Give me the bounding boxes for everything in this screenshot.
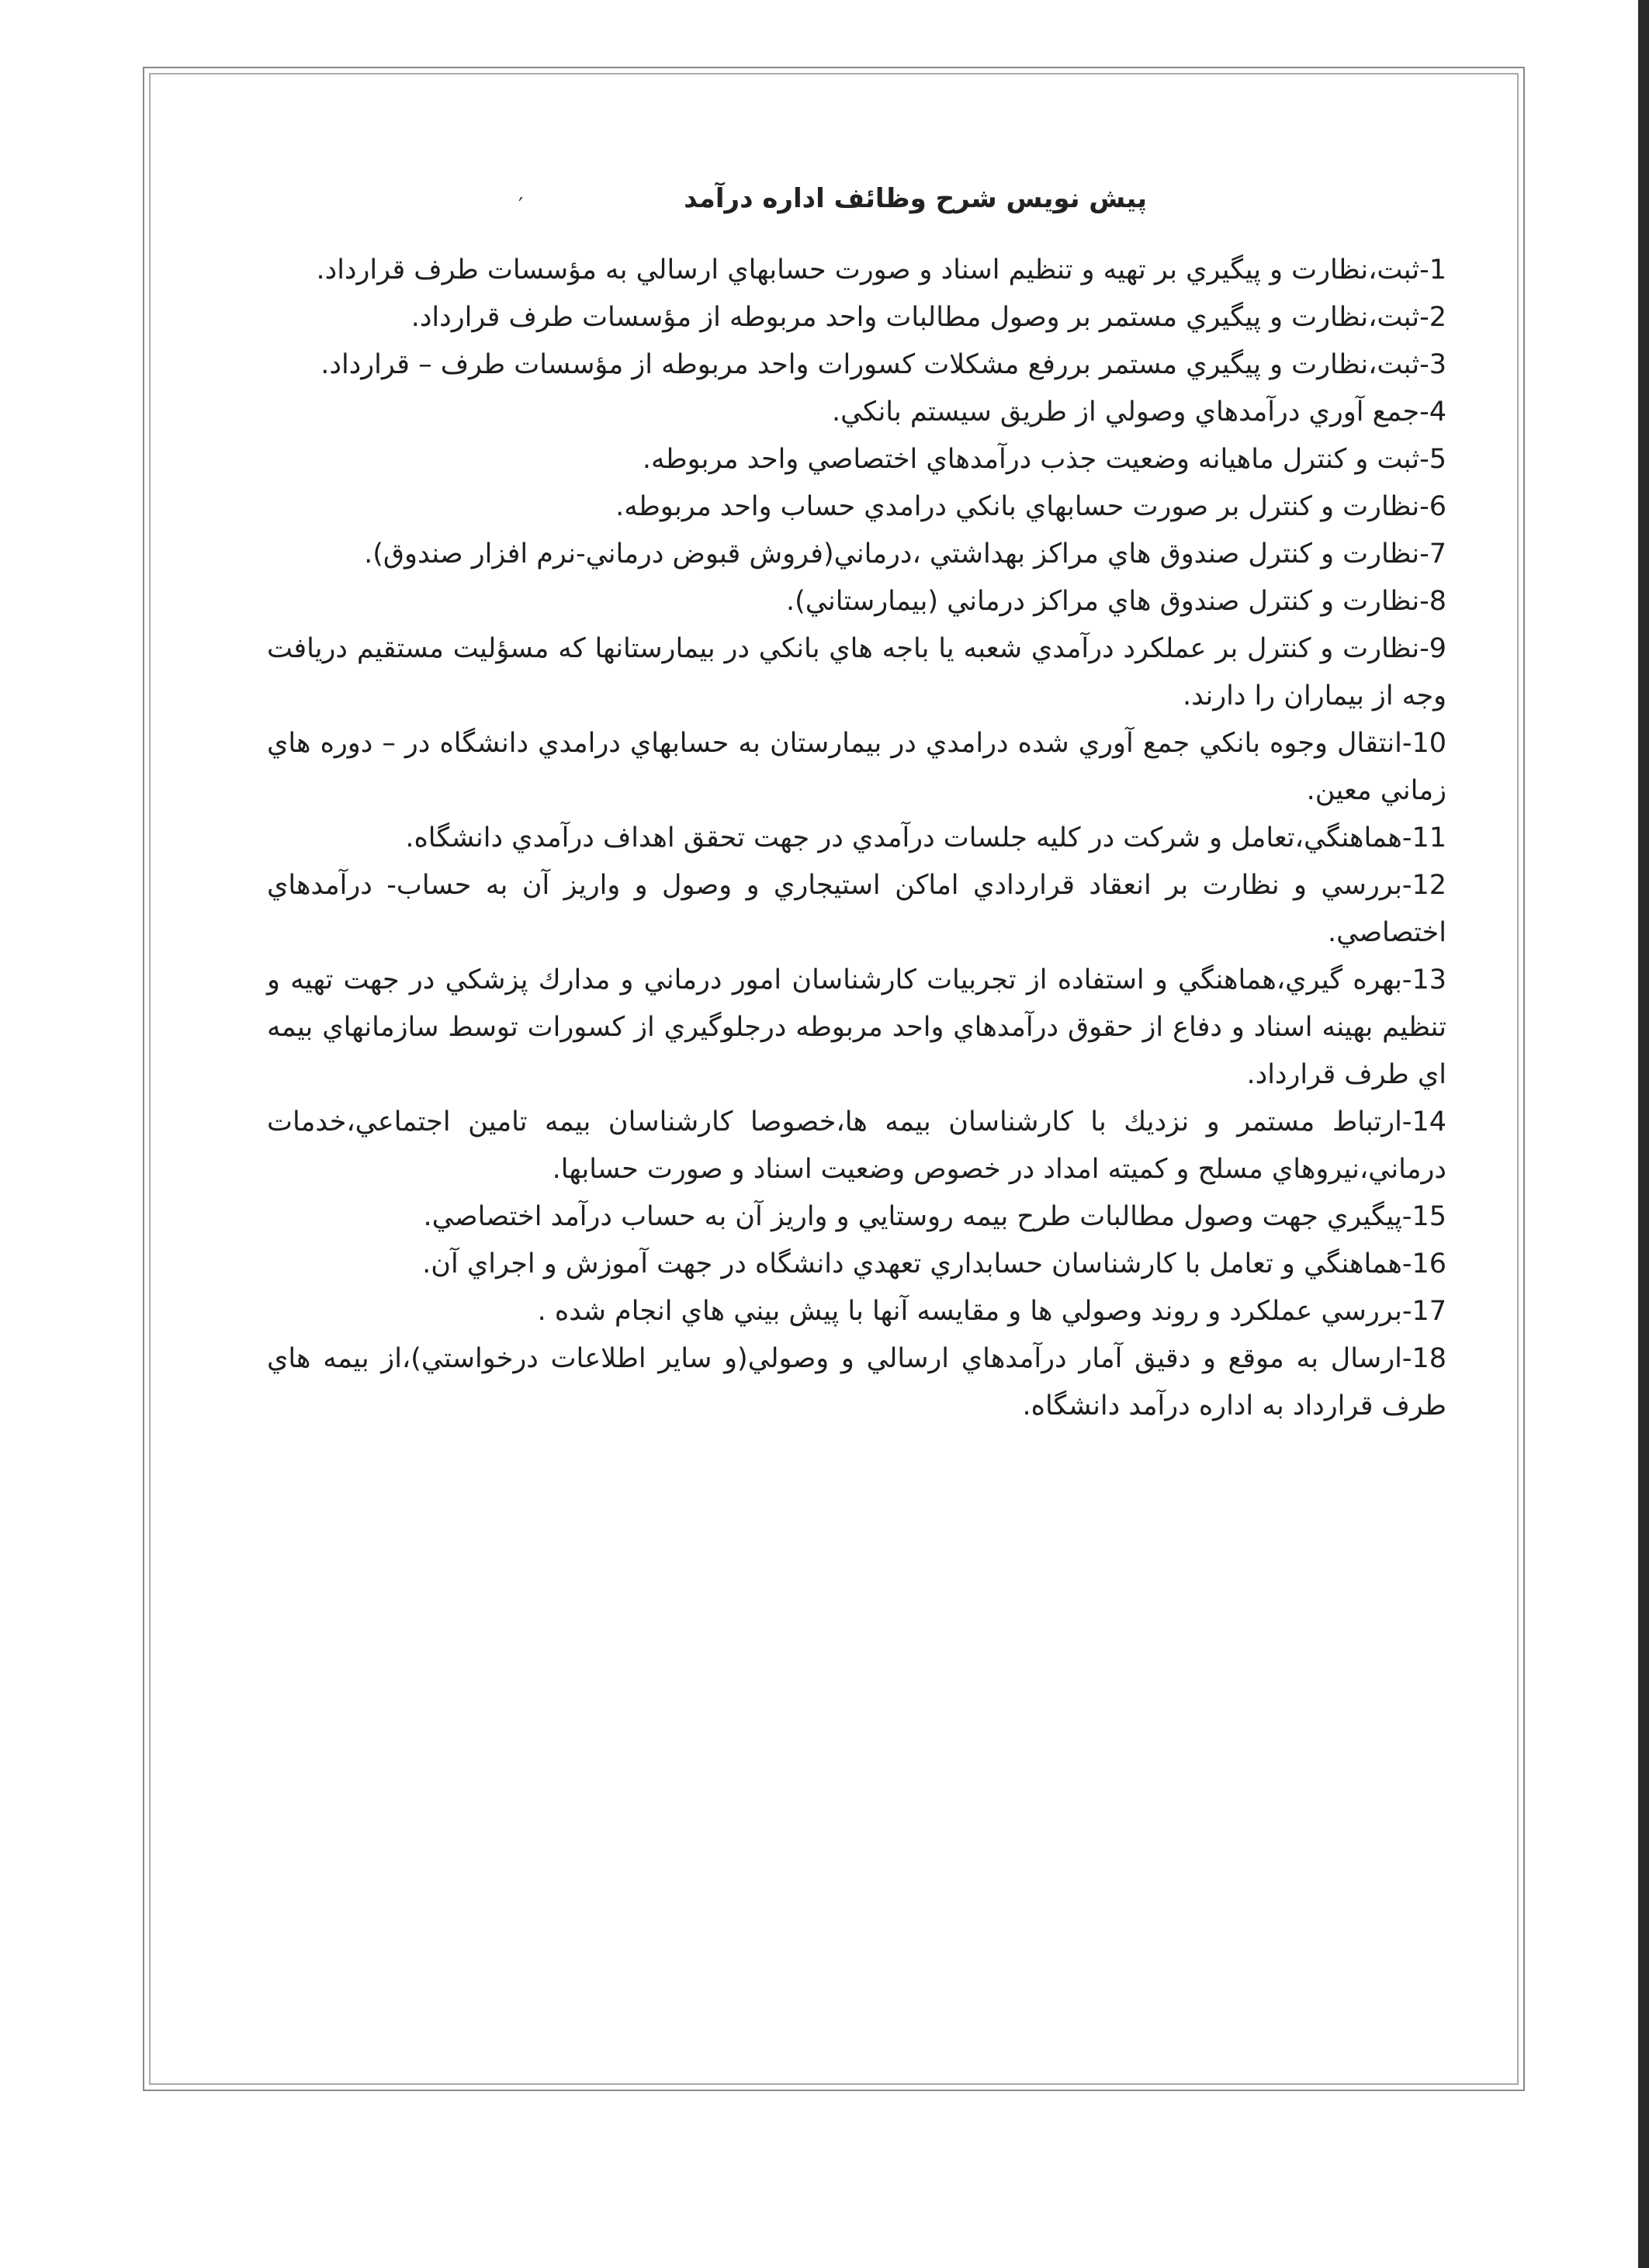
- duty-item-text: -بهره گيري،هماهنگي و استفاده از تجربيات كارشناسان امور درماني و مدارك پزشكي در جهت تهيه و تنظيم بهينه اسناد و دفاع از حقوق درآمدهاي واحد مربوطه درجلوگيري از كسورات توسط سازمانهاي بيمه اي طرف قرارداد.: [267, 964, 1446, 1090]
- duty-item-text: -ثبت،نظارت و پيگيري مستمر بر وصول مطالبات واحد مربوطه از مؤسسات طرف قرارداد.: [411, 302, 1429, 333]
- duty-item-text: -ارسال به موقع و دقيق آمار درآمدهاي ارسالي و وصولي(و ساير اطلاعات درخواستي)،از بيمه هاي طرف قرارداد به اداره درآمد دانشگاه.: [267, 1343, 1446, 1421]
- duty-item-number: 10: [1412, 728, 1446, 759]
- duty-item-text: -هماهنگي و تعامل با كارشناسان حسابداري تعهدي دانشگاه در جهت آموزش و اجراي آن.: [422, 1248, 1412, 1279]
- duty-item-text: -ثبت و كنترل ماهيانه وضعيت جذب درآمدهاي اختصاصي واحد مربوطه.: [642, 444, 1429, 475]
- duty-item: [267, 1288, 1446, 1335]
- duty-item-number: 18: [1412, 1343, 1446, 1374]
- duty-item-number: 16: [1412, 1248, 1446, 1279]
- duty-item: [267, 531, 1446, 578]
- duty-item-number: 11: [1412, 822, 1446, 854]
- duty-item: [267, 1193, 1446, 1241]
- duty-item-number: 17: [1412, 1296, 1446, 1327]
- duty-item-text: -پيگيري جهت وصول مطالبات طرح بيمه روستايي و واريز آن به حساب درآمد اختصاصي.: [423, 1201, 1412, 1232]
- duty-item: [267, 1335, 1446, 1430]
- duty-item-text: -انتقال وجوه بانكي جمع آوري شده درامدي در بيمارستان به حسابهاي درامدي دانشگاه در – دوره هاي زماني معين.: [267, 728, 1446, 806]
- duty-item: [267, 862, 1446, 957]
- duties-list: [267, 247, 1446, 1430]
- duty-item-number: 1: [1429, 255, 1446, 286]
- duty-item: [267, 578, 1446, 625]
- duty-item: [267, 436, 1446, 483]
- duty-item-text: -ارتباط مستمر و نزديك با كارشناسان بيمه ها،خصوصا كارشناسان بيمه تامين اجتماعي،خدمات درماني،نيروهاي مسلح و كميته امداد در خصوص وضعيت اسناد و صورت حسابها.: [267, 1106, 1446, 1185]
- duty-item-text: -نظارت و كنترل بر صورت حسابهاي بانكي درامدي حساب واحد مربوطه.: [615, 491, 1429, 522]
- duty-item-number: 3: [1429, 349, 1446, 380]
- duty-item-text: -نظارت و كنترل بر عملكرد درآمدي شعبه يا باجه هاي بانكي در بيمارستانها كه مسؤليت مستقيم دريافت وجه از بيماران را دارند.: [267, 633, 1446, 712]
- pen-mark: ′: [518, 192, 524, 218]
- duty-item: [267, 957, 1446, 1099]
- duty-item-number: 7: [1429, 538, 1446, 570]
- scan-edge-shadow: [1638, 0, 1649, 2268]
- document-title: پیش نویس شرح وظائف اداره درآمد: [684, 183, 1147, 214]
- duty-item-text: -نظارت و كنترل صندوق هاي مراكز بهداشتي ،درماني(فروش قبوض درماني-نرم افزار صندوق).: [364, 538, 1429, 570]
- duty-item-number: 5: [1429, 444, 1446, 475]
- duty-item-number: 15: [1412, 1201, 1446, 1232]
- duty-item-number: 6: [1429, 491, 1446, 522]
- duty-item-number: 13: [1412, 964, 1446, 995]
- duty-item-text: -ثبت،نظارت و پيگيري مستمر بررفع مشكلات كسورات واحد مربوطه از مؤسسات طرف – قرارداد.: [320, 349, 1429, 380]
- duty-item: [267, 341, 1446, 389]
- duty-item: [267, 1241, 1446, 1288]
- duty-item: [267, 247, 1446, 294]
- duty-item-text: -جمع آوري درآمدهاي وصولي از طريق سيستم بانكي.: [831, 396, 1429, 428]
- duty-item-number: 2: [1429, 302, 1446, 333]
- duty-item: [267, 294, 1446, 341]
- duty-item: [267, 625, 1446, 720]
- duty-item: [267, 815, 1446, 862]
- duty-item-text: -نظارت و كنترل صندوق هاي مراكز درماني (بيمارستاني).: [786, 586, 1429, 617]
- duty-item-number: 14: [1412, 1106, 1446, 1137]
- duty-item-text: -ثبت،نظارت و پيگيري بر تهيه و تنظيم اسناد و صورت حسابهاي ارسالي به مؤسسات طرف قرارداد.: [316, 255, 1429, 286]
- duty-item-text: -هماهنگي،تعامل و شركت در كليه جلسات درآمدي در جهت تحقق اهداف درآمدي دانشگاه.: [405, 822, 1412, 854]
- duty-item-text: -بررسي عملكرد و روند وصولي ها و مقايسه آنها با پيش بيني هاي انجام شده .: [537, 1296, 1412, 1327]
- duty-item-number: 4: [1429, 396, 1446, 428]
- duty-item: [267, 389, 1446, 436]
- duty-item-number: 8: [1429, 586, 1446, 617]
- duty-item-text: -بررسي و نظارت بر انعقاد قراردادي اماكن استيجاري و وصول و واريز آن به حساب- درآمدهاي اختصاصي.: [267, 870, 1446, 948]
- duty-item-number: 12: [1412, 870, 1446, 901]
- duty-item: [267, 483, 1446, 531]
- duty-item: [267, 1099, 1446, 1193]
- duty-item: [267, 720, 1446, 815]
- duty-item-number: 9: [1429, 633, 1446, 664]
